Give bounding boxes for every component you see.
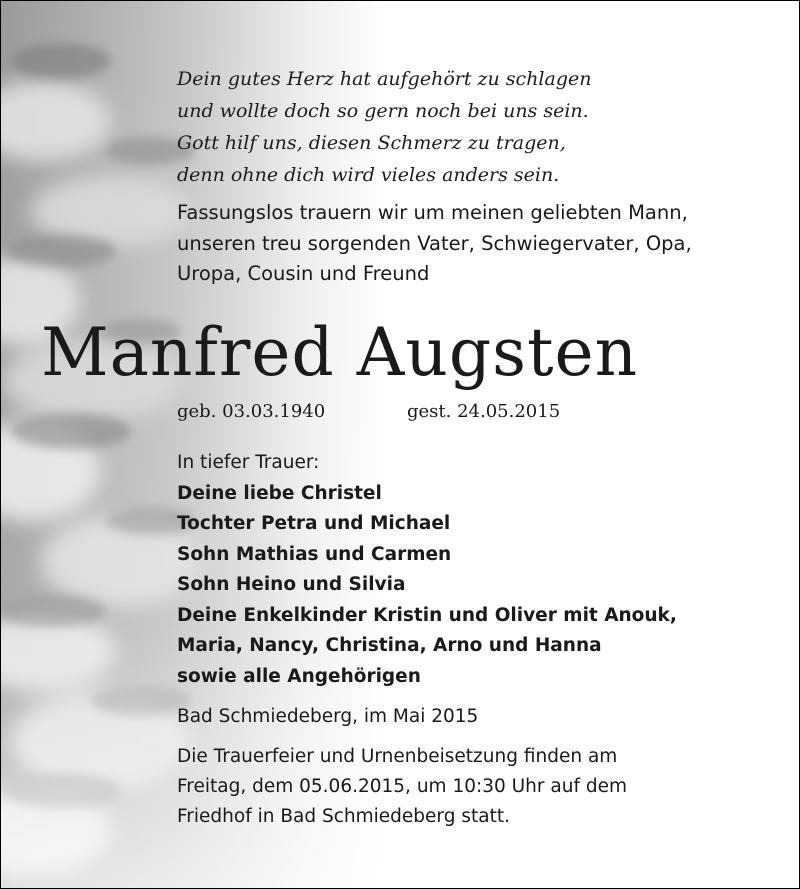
intro-line: Fassungslos trauern wir um meinen geliebten Mann, — [177, 201, 688, 224]
mourner-line: Sohn Heino und Silvia — [177, 574, 406, 595]
intro-line: unseren treu sorgenden Vater, Schwiegervater, Opa, — [177, 231, 692, 255]
verse-line: Dein gutes Herz hat aufgehört zu schlagen — [177, 68, 592, 90]
mourner-line: Deine Enkelkinder Kristin und Oliver mit Anouk, — [177, 604, 677, 626]
funeral-line: Friedhof in Bad Schmiedeberg statt. — [177, 806, 510, 827]
funeral-line: Die Trauerfeier und Urnenbeisetzung finden am — [177, 746, 618, 767]
life-dates — [177, 398, 777, 426]
mourner-line: Maria, Nancy, Christina, Arno und Hanna — [177, 635, 602, 656]
mourners-label: In tiefer Trauer: — [177, 452, 320, 473]
mourners-list — [177, 448, 797, 692]
mourner-line: Tochter Petra und Michael — [177, 513, 451, 534]
memorial-verse — [177, 63, 737, 191]
intro-text — [177, 198, 777, 290]
birth-date: geb. 03.03.1940 — [177, 401, 326, 422]
mourner-line: Sohn Mathias und Carmen — [177, 543, 452, 565]
place-and-date: Bad Schmiedeberg, im Mai 2015 — [177, 706, 479, 727]
mourner-line: sowie alle Angehörigen — [177, 665, 421, 687]
funeral-line: Freitag, dem 05.06.2015, um 10:30 Uhr auf dem — [177, 776, 627, 797]
death-date: gest. 24.05.2015 — [407, 401, 561, 422]
verse-line: Gott hilf uns, diesen Schmerz zu tragen, — [177, 132, 566, 154]
funeral-info — [177, 742, 792, 832]
mourner-line: Deine liebe Christel — [177, 482, 382, 504]
verse-line: und wollte doch so gern noch bei uns sein. — [177, 100, 589, 122]
intro-line: Uropa, Cousin und Freund — [177, 262, 430, 285]
deceased-name: Manfred Augsten — [41, 314, 639, 391]
verse-line: denn ohne dich wird vieles anders sein. — [177, 164, 560, 186]
